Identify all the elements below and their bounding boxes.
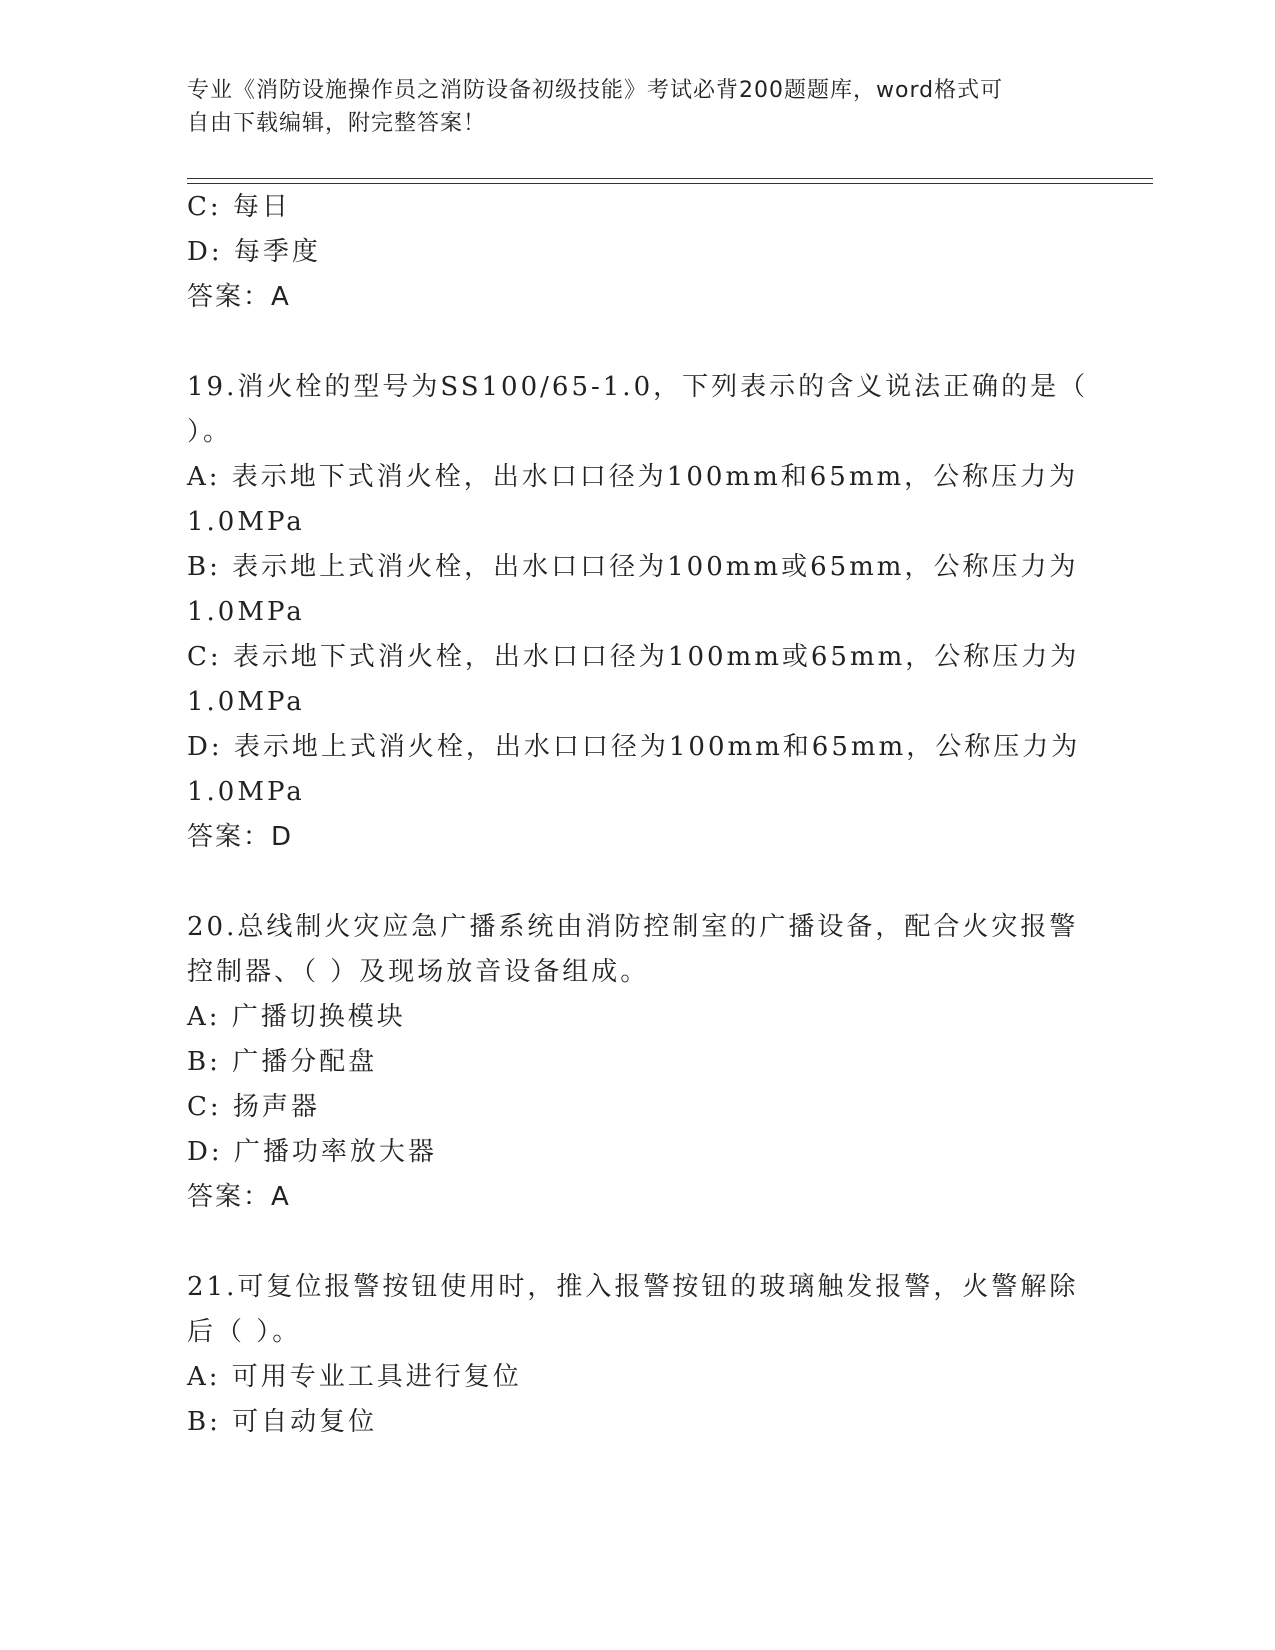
- option-line: D: 表示地上式消火栓，出水口口径为100mm和65mm，公称压力为: [187, 732, 1081, 762]
- option-line: C: 每日: [187, 192, 291, 222]
- answer-line: 答案：A: [187, 282, 291, 312]
- option-line: A: 可用专业工具进行复位: [187, 1362, 522, 1392]
- answer-line: 答案：A: [187, 1182, 291, 1212]
- option-line: 1.0MPa: [187, 777, 305, 807]
- question-line: 20.总线制火灾应急广播系统由消防控制室的广播设备，配合火灾报警: [187, 912, 1079, 942]
- question-line: 19.消火栓的型号为SS100/65-1.0，下列表示的含义说法正确的是（: [187, 372, 1089, 402]
- option-line: C: 表示地下式消火栓，出水口口径为100mm或65mm，公称压力为: [187, 642, 1080, 672]
- option-line: D: 广播功率放大器: [187, 1137, 437, 1167]
- question-line: ）。: [187, 417, 233, 447]
- option-line: B: 可自动复位: [187, 1407, 378, 1437]
- header-title-line-2: 自由下载编辑，附完整答案！: [187, 111, 487, 136]
- option-line: D: 每季度: [187, 237, 321, 267]
- option-line: 1.0MPa: [187, 597, 305, 627]
- option-line: 1.0MPa: [187, 507, 305, 537]
- option-line: 1.0MPa: [187, 687, 305, 717]
- header-title-line-1: 专业《消防设施操作员之消防设备初级技能》考试必背200题题库，word格式可: [187, 78, 1004, 103]
- header-divider-bottom: [187, 183, 1153, 184]
- option-line: B: 表示地上式消火栓，出水口口径为100mm或65mm，公称压力为: [187, 552, 1079, 582]
- question-line: 21.可复位报警按钮使用时，推入报警按钮的玻璃触发报警，火警解除: [187, 1272, 1079, 1302]
- header-divider-top: [187, 178, 1153, 179]
- answer-line: 答案：D: [187, 822, 294, 852]
- option-line: A: 表示地下式消火栓，出水口口径为100mm和65mm，公称压力为: [187, 462, 1079, 492]
- question-line: 控制器、（ ）及现场放音设备组成。: [187, 957, 650, 987]
- option-line: C: 扬声器: [187, 1092, 320, 1122]
- question-line: 后（ ）。: [187, 1317, 302, 1347]
- option-line: B: 广播分配盘: [187, 1047, 378, 1077]
- document-header: [187, 74, 1067, 140]
- option-line: A: 广播切换模块: [187, 1002, 406, 1032]
